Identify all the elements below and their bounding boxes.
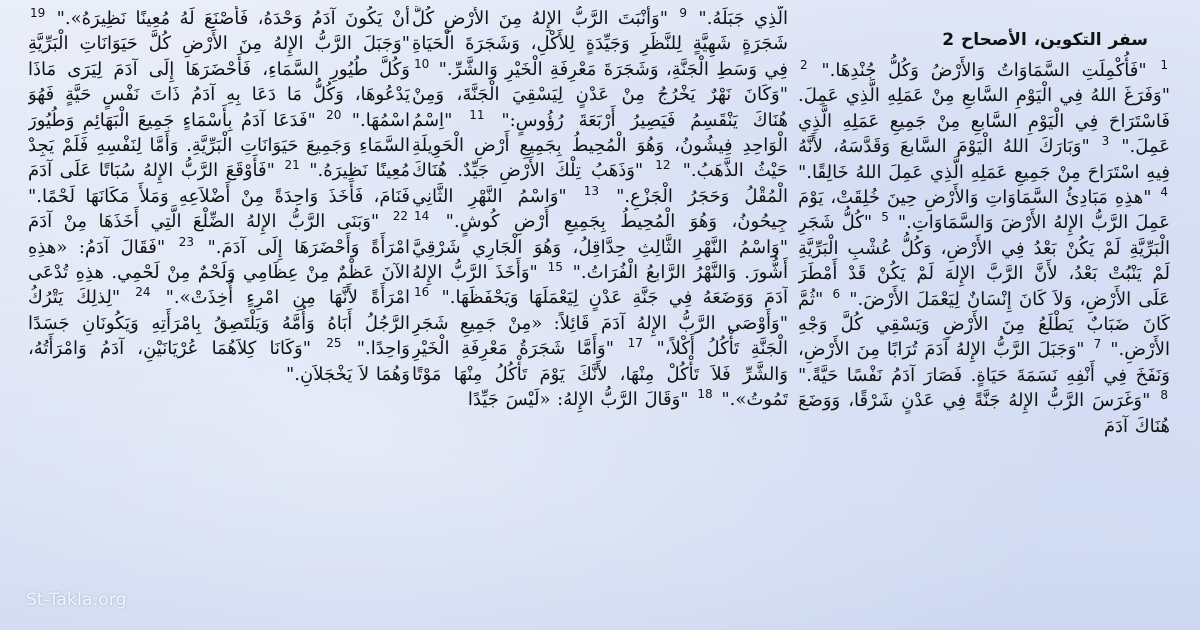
- verse-text: "وَبَنَى الرَّبُّ الإِلهُ الضِّلْعَ الَّتِي أَخَذَهَا مِنْ آدَمَ امْرَأَةً وَأَحْضَرَهَا إِلَى آدَمَ.": [28, 211, 410, 258]
- column-body: [798, 58, 1170, 439]
- verse-text: "وَاسْمُ النَّهْرِ الثَّالِثِ حِدَّاقِلُ، وَهُوَ الْجَارِي شَرْقِيَّ أَشُّورَ. وَالنَّهْرُ الرَّابعُ الْفُرَاتُ.": [412, 236, 788, 284]
- verse-text: "وَذَهَبُ تِلْكَ الأَرْضِ جَيِّدٌ. هُنَاكَ الْمُقْلُ وَحَجَرُ الْجَزْعِ.": [412, 160, 788, 207]
- verse-number: 10: [414, 56, 430, 71]
- verse-number: 16: [414, 285, 430, 300]
- verse-text: "وَبَارَكَ اللهُ الْيَوْمَ السَّابعَ وَقَدَّسَهُ، لأَنَّهُ فِيهِ اسْتَرَاحَ مِنْ جَمِيعِ عَمَلِهِ الَّذِي عَمِلَ اللهُ خَالِقًا.": [798, 136, 1170, 183]
- verse-number: 12: [655, 158, 671, 173]
- verse-number: 25: [326, 336, 342, 351]
- verse-text: "وَجَبَلَ الرَّبُّ الإِلهُ آدَمَ تُرَابًا مِنَ الأَرْضِ، وَنَفَخَ فِي أَنْفِهِ نَسَمَةَ حَيَاةٍ. فَصَارَ آدَمُ نَفْسًا حَيَّةً.": [798, 339, 1170, 386]
- verse-number: 11: [469, 107, 485, 122]
- verse-text: "وَأَخَذَ الرَّبُّ الإِلهُ آدَمَ وَوَضَعَهُ فِي جَنَّةِ عَدْنٍ لِيَعْمَلَهَا وَيَحْفَظَهَا.": [412, 262, 788, 309]
- verse-text: "وَأَوْصَى الرَّبُّ الإِلهُ آدَمَ قَائِلاً: «مِنْ جَمِيعِ شَجَرِ الْجَنَّةِ تَأْكُلُ أَكْلاً،": [412, 312, 788, 360]
- verse-number: 22: [392, 209, 408, 224]
- verse-number: 5: [881, 210, 889, 225]
- text-column-middle: [412, 6, 788, 626]
- verse-text: "اِسْمُ الْوَاحِدِ فِيشُونُ، وَهُوَ الْمُحِيطُ بِجَمِيعِ أَرْضِ الْحَوِيلَةِ حَيْثُ الذَّهَبُ.": [412, 109, 788, 182]
- verse-text: "كُلُّ شَجَرِ الْبَرِّيَّةِ لَمْ يَكُنْ بَعْدُ فِي الأَرْضِ، وَكُلُّ عُشْبِ الْبَرِّيَّةِ لَمْ يَنْبُتْ بَعْدُ، لأَنَّ الرَّبَّ الإِلهَ لَمْ يَكُنْ قَدْ أَمْطَرَ عَلَى الأَرْضِ، وَلاَ كَانَ إِنْسَانٌ لِيَعْمَلَ الأَرْضَ.": [798, 212, 1170, 310]
- verse-number: 23: [178, 234, 194, 249]
- verse-number: 18: [697, 387, 713, 402]
- verse-number: 24: [135, 285, 151, 300]
- verse-number: 6: [832, 286, 841, 301]
- verse-text: "وَجَبَلَ الرَّبُّ الإِلهُ مِنَ الأَرْضِ كُلَّ حَيَوَانَاتِ الْبَرِّيَّةِ وَكُلَّ طُيُورِ السَّمَاءِ، فَأَحْضَرَهَا إِلَى آدَمَ لِيَرَى مَاذَا يَدْعُوهَا، وَكُلُّ مَا دَعَا بِهِ آدَمُ ذَاتَ نَفْسٍ حَيَّةٍ فَهُوَ اسْمُهَا.": [28, 33, 410, 131]
- verse-text: "هذِهِ مَبَادِئُ السَّمَاوَاتِ وَالأَرْضِ حِينَ خُلِقَتْ، يَوْمَ عَمِلَ الرَّبُّ الإِلهُ الأَرْضَ وَالسَّمَاوَاتِ.": [798, 187, 1170, 234]
- verse-text: "وَقَالَ الرَّبُّ الإِلهُ: «لَيْسَ جَيِّدًا: [467, 389, 696, 411]
- verse-number: 19: [30, 6, 46, 20]
- verse-number: 3: [1101, 134, 1110, 149]
- site-watermark: St-Takla.org: [26, 590, 127, 610]
- verse-number: 20: [326, 107, 342, 122]
- verse-text: "فَأُكْمِلَتِ السَّمَاوَاتُ وَالأَرْضُ وَكُلُّ جُنْدِهَا.": [809, 60, 1159, 81]
- text-column-right: [798, 6, 1170, 626]
- verse-text: الَّذِي جَبَلَهُ.": [689, 8, 788, 29]
- verse-number: 1: [1160, 58, 1168, 72]
- column-body: [28, 6, 410, 387]
- verse-text: "وَفَرَغَ اللهُ فِي الْيَوْمِ السَّابعِ مِنْ عَمَلِهِ الَّذِي عَمِلَ. فَاسْتَرَاحَ فِي الْيَوْمِ السَّابعِ مِنْ جَمِيعِ عَمَلِهِ الَّذِي عَمِلَ.": [798, 85, 1170, 158]
- verse-number: 21: [284, 158, 300, 173]
- text-column-left: [28, 6, 410, 626]
- verse-text: "فَدَعَا آدَمُ بِأَسْمَاءٍ جَمِيعَ الْبَهَائِمِ وَطُيُورَ السَّمَاءِ وَجَمِيعَ حَيَوَانَاتِ الْبَرِّيَّةِ. وَأَمَّا لِنَفْسِهِ فَلَمْ يَجِدْ مُعِينًا نَظِيرَهُ.": [28, 109, 410, 182]
- verse-text: "وَأَنْبَتَ الرَّبُّ الإِلهُ مِنَ الأَرْضِ كُلَّ شَجَرَةٍ شَهِيَّةٍ لِلنَّظَرِ وَجَيِّدَةٍ لِلأَكْلِ، وَشَجَرَةَ الْحَيَاةِ فِي وَسَطِ الْجَنَّةِ، وَشَجَرَةَ مَعْرِفَةِ الْخَيْرِ وَالشَّرِّ.": [412, 8, 788, 80]
- verse-number: 15: [547, 260, 563, 275]
- verse-number: 8: [1160, 388, 1168, 403]
- verse-text: "فَقَالَ آدَمُ: «هذِهِ الآنَ عَظْمٌ مِنْ عِظَامِي وَلَحْمٌ مِنْ لَحْمِي. هذِهِ تُدْعَى امْرَأَةً لأَنَّهَا مِنِ امْرِءٍ أُخِذَتْ».": [28, 236, 410, 309]
- verse-number: 2: [800, 58, 808, 72]
- verse-number: 4: [1160, 185, 1168, 200]
- verse-text: "وَأَمَّا شَجَرَةُ مَعْرِفَةِ الْخَيْرِ وَالشَّرِّ فَلاَ تَأْكُلْ مِنْهَا، لأَنَّكَ يَوْمَ تَأْكُلُ مِنْهَا مَوْتًا تَمُوتُ».": [412, 338, 788, 411]
- verse-number: 17: [627, 336, 643, 351]
- verse-text: أَنْ يَكُونَ آدَمُ وَحْدَهُ، فَأَصْنَعَ لَهُ مُعِينًا نَظِيرَهُ».": [47, 8, 410, 29]
- verse-text: "لِذلِكَ يَتْرُكُ الرَّجُلُ أَبَاهُ وَأُمَّهُ وَيَلْتَصِقُ بِامْرَأَتِهِ وَيَكُونَانِ جَسَدًا وَاحِدًا.": [28, 287, 410, 360]
- verse-number: 7: [1093, 337, 1102, 352]
- verse-text: "وَاسْمُ النَّهْرِ الثَّانِي جِيحُونُ، وَهُوَ الْمُحِيطُ بِجَمِيعِ أَرْضِ كُوشٍ.": [412, 185, 788, 233]
- verse-number: 13: [583, 183, 600, 198]
- verse-text: "وَغَرَسَ الرَّبُّ الإِلهُ جَنَّةً فِي عَدْنٍ شَرْقًا، وَوَضَعَ هُنَاكَ آدَمَ: [798, 390, 1170, 437]
- column-body: [412, 6, 788, 413]
- verse-number: 9: [679, 6, 688, 20]
- chapter-title: سفر التكوين، الأصحاح 2: [942, 30, 1148, 50]
- verse-text: "وَكَانَ نَهْرٌ يَخْرُجُ مِنْ عَدْنٍ لِيَسْقِيَ الْجَنَّةَ، وَمِنْ هُنَاكَ يَنْقَسِمُ فَيَصِيرُ أَرْبَعَةَ رُؤُوسٍ:": [412, 84, 788, 131]
- verse-text: "فَأَوْقَعَ الرَّبُّ الإِلهُ سُبَاتًا عَلَى آدَمَ فَنَامَ، فَأَخَذَ وَاحِدَةً مِنْ أَضْلاَعِهِ وَمَلأَ مَكَانَهَا لَحْمًا.": [28, 160, 410, 207]
- verse-number: 14: [414, 209, 430, 224]
- verse-text: "وَكَانَا كِلاَهُمَا عُرْيَانَيْنِ، آدَمُ وَامْرَأَتُهُ، وَهُمَا لاَ يَخْجَلاَنِ.": [28, 338, 410, 385]
- verse-text: "ثُمَّ كَانَ ضَبَابٌ يَطْلَعُ مِنَ الأَرْضِ وَيَسْقِي كُلَّ وَجْهِ الأَرْضِ.": [798, 288, 1170, 361]
